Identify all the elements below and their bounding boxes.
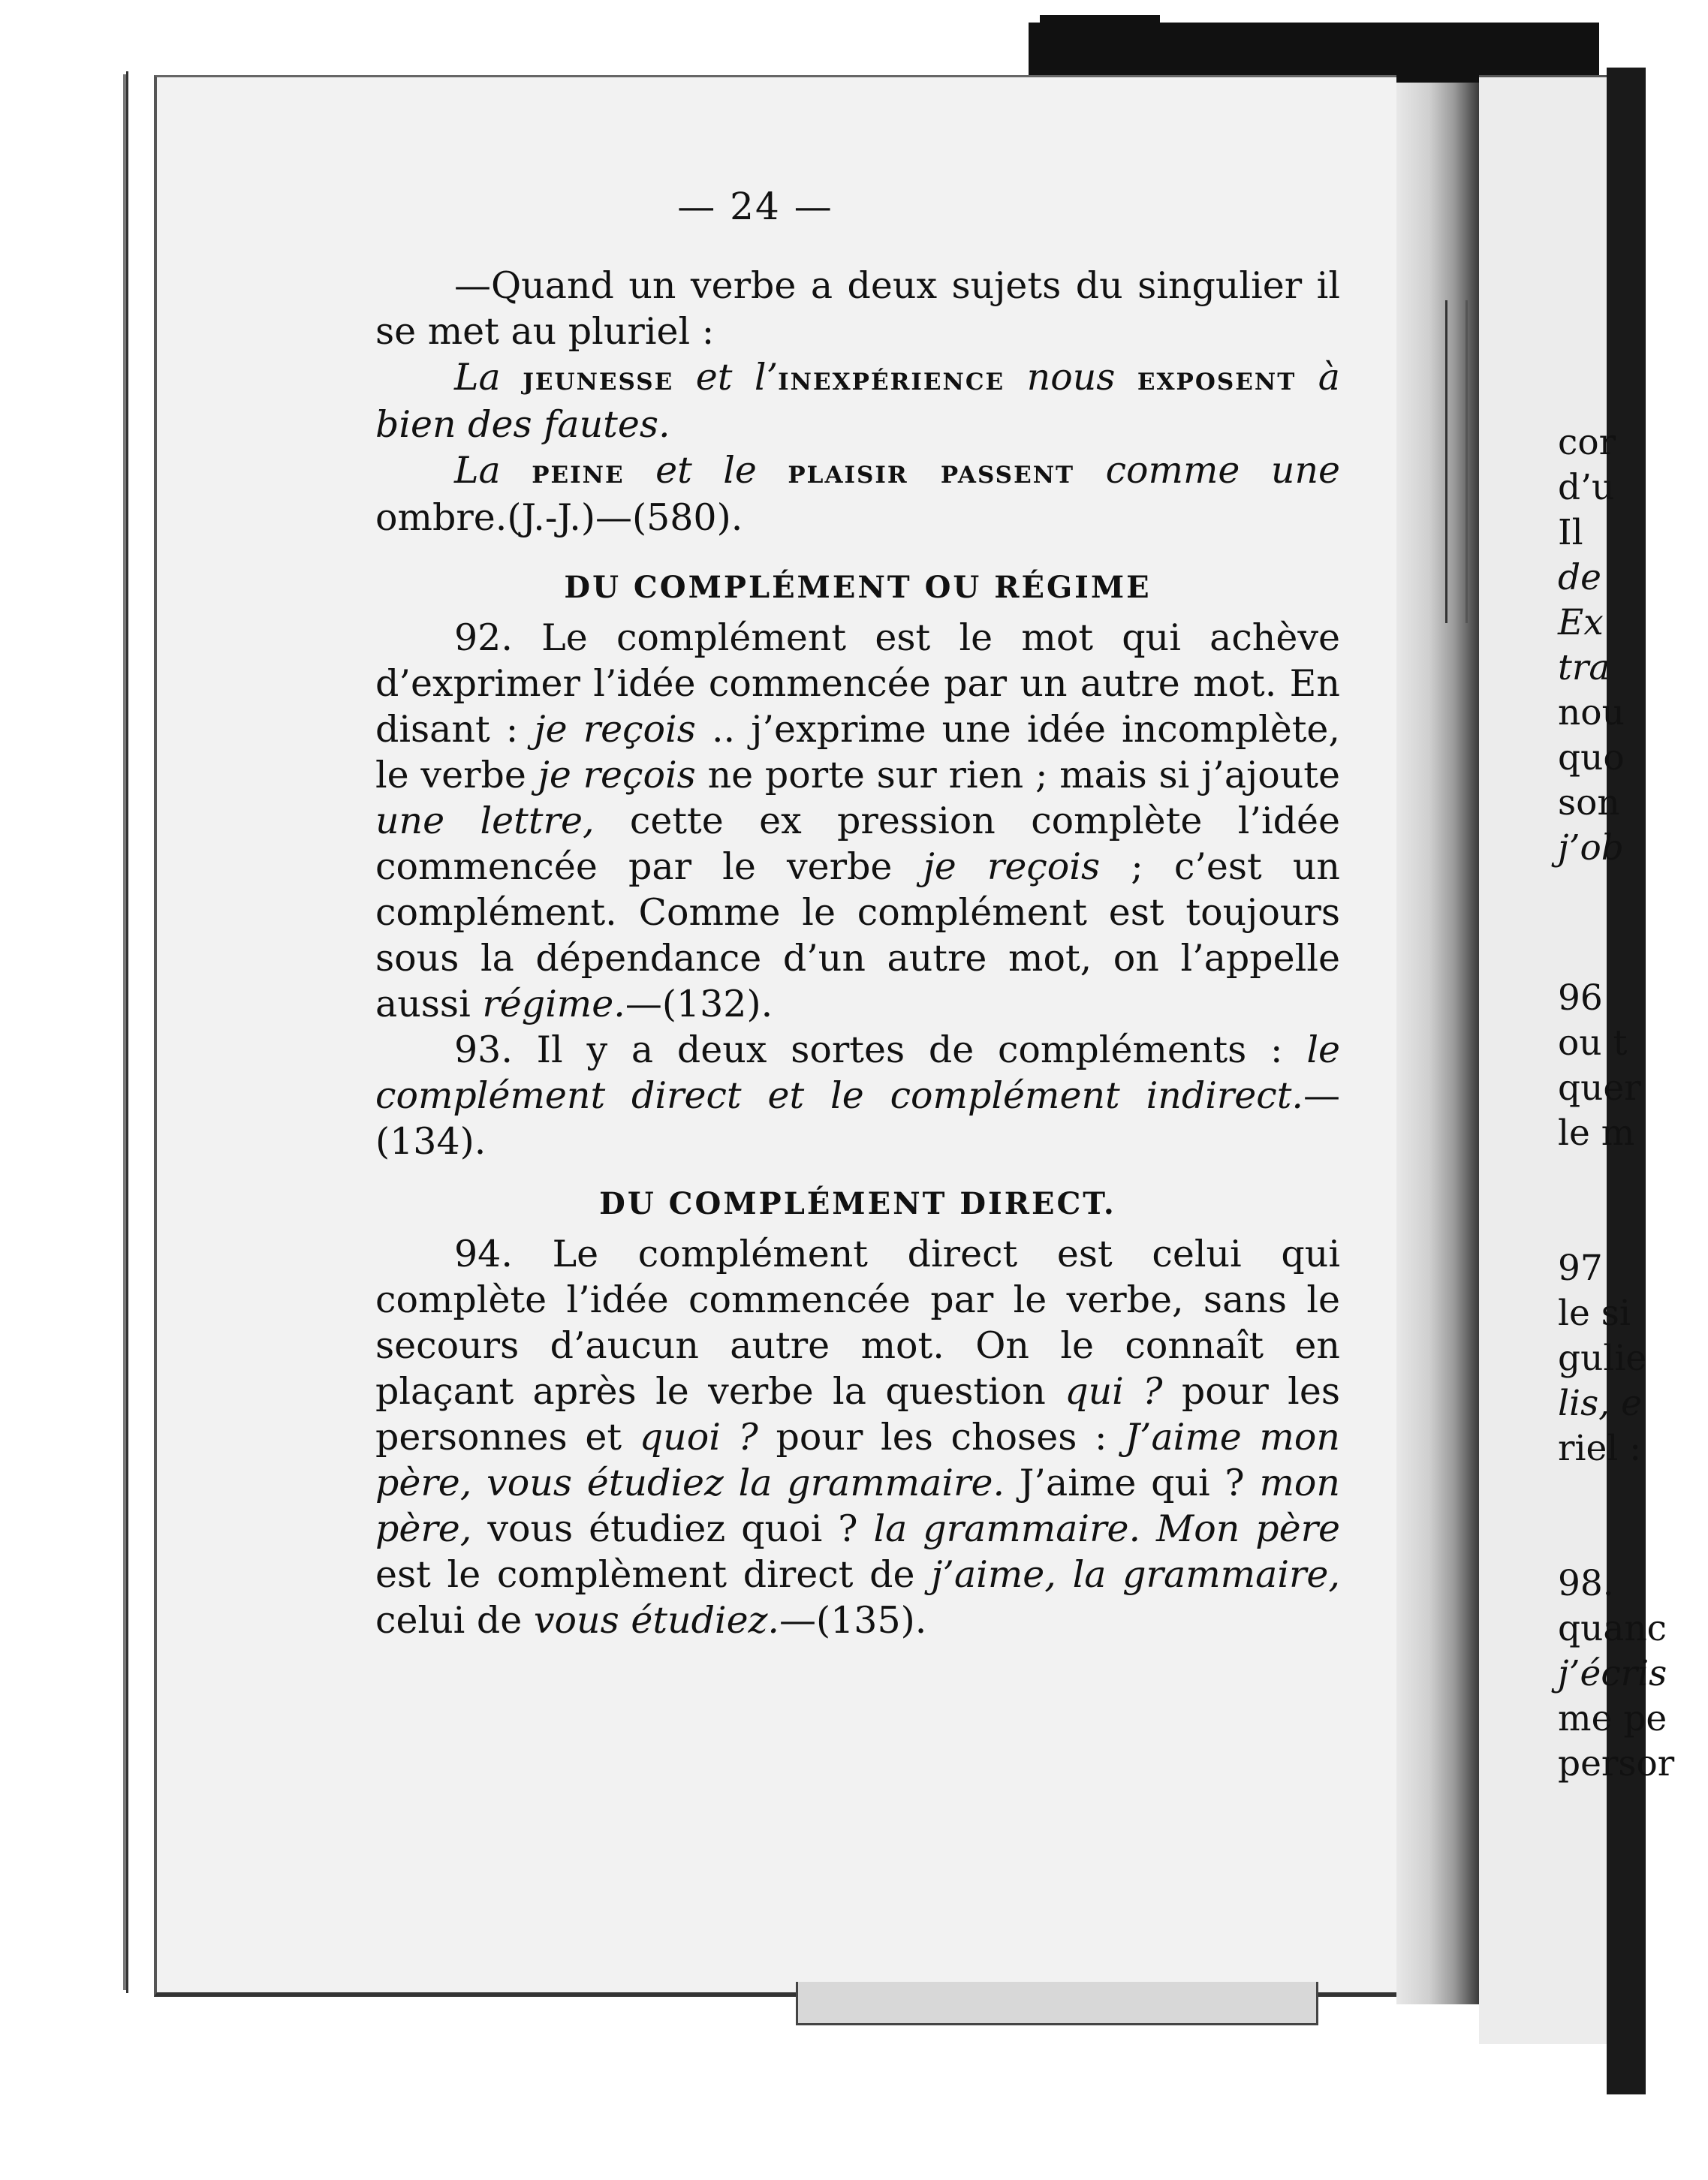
right-page-line: j’ob xyxy=(1558,827,1624,869)
page-body xyxy=(375,263,1340,1643)
example-2-part: comme une xyxy=(1074,449,1341,492)
page-number-header xyxy=(0,185,1646,228)
right-page-line: gulie xyxy=(1558,1338,1647,1379)
page-number: — 24 — xyxy=(677,185,833,228)
paragraph-92-italic: je reçois xyxy=(923,845,1101,888)
example-1-part: et l’ xyxy=(673,356,779,399)
right-page-line: lis, e xyxy=(1558,1383,1642,1424)
paragraph-92-reference: —(132). xyxy=(625,983,773,1025)
example-1-subject: jeunesse xyxy=(523,360,674,398)
right-page-text-fragments xyxy=(1558,420,1708,1787)
example-1-verb: exposent xyxy=(1137,360,1297,398)
example-1-subject: inexpérience xyxy=(778,360,1005,398)
paragraph-93-italic: le complément direct et le complément indirect. xyxy=(375,1028,1340,1117)
paragraph-92 xyxy=(375,615,1340,1027)
right-page-line: 96 xyxy=(1558,977,1603,1019)
right-page-line: 97 xyxy=(1558,1248,1603,1289)
paragraph-94-text: pour les choses : xyxy=(758,1416,1125,1459)
rule-intro: —Quand un verbe a deux sujets du singulier il se met au pluriel : xyxy=(375,264,1340,353)
right-page-line: le si xyxy=(1558,1293,1631,1334)
paragraph-93-text: 93. Il y a deux sortes de compléments : xyxy=(454,1028,1307,1071)
paragraph-92-italic: je reçois xyxy=(538,754,696,796)
paragraph-94-text: pour les personnes et xyxy=(375,1370,1340,1459)
paragraph-94-text: celui de xyxy=(375,1599,534,1642)
example-1-part: nous xyxy=(1005,356,1137,399)
paragraph-92-text: .. j’exprime une idée incomplète, le verbe xyxy=(375,708,1340,796)
paragraph-94-italic: mon père, xyxy=(375,1462,1340,1550)
right-page-line: quo xyxy=(1558,737,1625,778)
example-2-part: La xyxy=(454,449,532,492)
paragraph-94-italic: vous étudiez. xyxy=(533,1599,779,1642)
example-1-part: La xyxy=(454,356,523,399)
paragraph-94-italic: J’aime mon père, vous étudiez la grammaire. xyxy=(375,1416,1340,1504)
paragraph-94-text: J’aime qui ? xyxy=(1005,1462,1260,1504)
paragraph-94-italic: j’aime, la grammaire, xyxy=(931,1553,1340,1596)
paragraph-94-text: 94. Le complément direct est celui qui complète l’idée commencée par le verbe, sans le secours d’aucun autre mot. On le connaît en plaçant après le verbe la question xyxy=(375,1233,1340,1413)
paragraph-94-text: est le complèment direct de xyxy=(375,1553,932,1596)
paragraph-94-text: vous étudiez quoi ? xyxy=(471,1507,874,1550)
paragraph-92-text: ; c’est un complément. Comme le complément est toujours sous la dépendance d’un autre mot, on l’appelle aussi xyxy=(375,845,1340,1025)
example-1 xyxy=(375,354,1340,447)
section-heading-direct-complement: DU COMPLÉMENT DIRECT. xyxy=(599,1186,1116,1221)
binding-thread xyxy=(1445,300,1468,623)
example-2-citation: ombre.(J.-J.)—(580). xyxy=(375,496,743,539)
right-page-line: Il xyxy=(1558,512,1583,553)
paragraph-92-italic: une lettre, xyxy=(375,799,595,842)
right-page-line: cor xyxy=(1558,422,1616,463)
paragraph-92-italic: régime. xyxy=(482,983,625,1025)
right-page-line: quer xyxy=(1558,1067,1641,1109)
right-page-line: riel : xyxy=(1558,1428,1642,1469)
paragraph-94-italic: qui ? xyxy=(1065,1370,1163,1413)
paragraph-94-reference: —(135). xyxy=(779,1599,927,1642)
paragraph-92-text: cette ex pression complète l’idée commencée par le verbe xyxy=(375,799,1340,888)
right-page-line: 98. xyxy=(1558,1563,1614,1604)
example-2-subject: peine xyxy=(532,453,625,491)
page-tab-bottom xyxy=(796,1982,1318,2025)
right-page-line: nou xyxy=(1558,692,1625,733)
right-page-line: d’u xyxy=(1558,467,1615,508)
right-page-line: quanc xyxy=(1558,1608,1667,1649)
example-1-part: à bien des fautes. xyxy=(375,356,1340,446)
right-page-line: j’écris xyxy=(1558,1653,1667,1694)
paragraph-94-italic: la grammaire. Mon père xyxy=(873,1507,1340,1550)
right-page-line: ou t xyxy=(1558,1022,1628,1064)
paragraph-92-italic: je reçois xyxy=(534,708,696,751)
right-page-line: le m xyxy=(1558,1113,1635,1154)
paragraph-92-text: 92. Le complément est le mot qui achève d’exprimer l’idée commencée par un autre mot. En disant : xyxy=(375,616,1340,751)
paragraph-94-italic: quoi ? xyxy=(639,1416,758,1459)
example-2-part: et le xyxy=(624,449,788,492)
right-page-line: tra xyxy=(1558,647,1610,688)
right-page-line: Ex xyxy=(1558,602,1604,643)
right-page-line: son xyxy=(1558,782,1620,824)
section-heading-complement: DU COMPLÉMENT OU RÉGIME xyxy=(564,570,1152,605)
paragraph-93-reference: —(134). xyxy=(375,1074,1340,1163)
example-2 xyxy=(375,447,1340,540)
example-2-subject-verb: plaisir passent xyxy=(788,453,1075,491)
right-page-line: me pe xyxy=(1558,1698,1667,1739)
right-page-line: persor xyxy=(1558,1743,1675,1784)
paragraph-94 xyxy=(375,1231,1340,1643)
paragraph-93 xyxy=(375,1027,1340,1164)
right-page-line: de xyxy=(1558,557,1601,598)
paragraph-92-text: ne porte sur rien ; mais si j’ajoute xyxy=(695,754,1340,796)
